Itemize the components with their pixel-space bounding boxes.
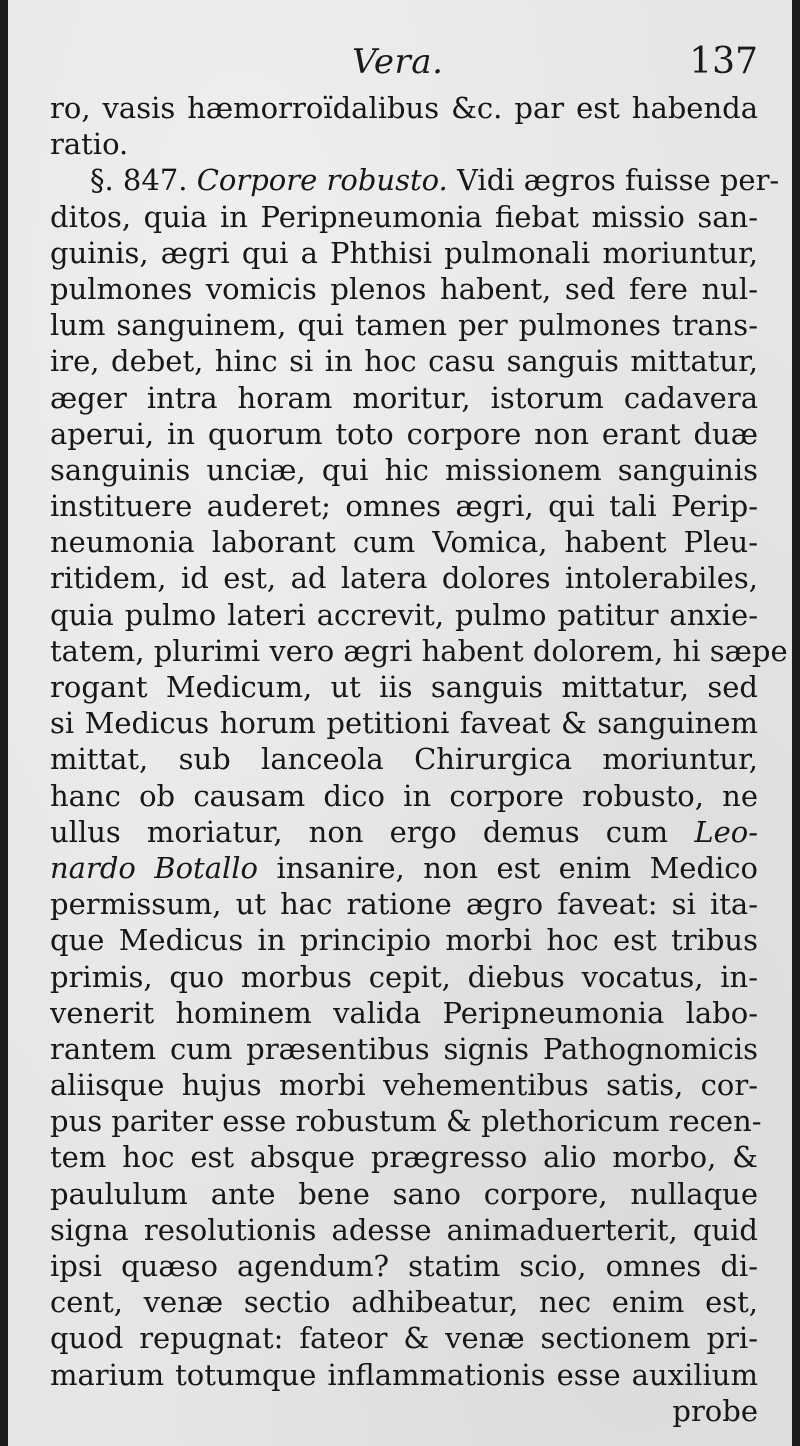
text-line: ire, debet, hinc si in hoc casu sanguis mittatur, [50, 344, 758, 379]
text-line: ditos, quia in Peripneumonia fiebat missio san- [50, 199, 758, 234]
text-line: rogant Medicum, ut iis sanguis mittatur, sed [50, 670, 758, 704]
text-line: ro, vasis hæmorroïdalibus &c. par est habenda [50, 91, 758, 125]
catchword: probe [672, 1393, 758, 1428]
text-line: lum sanguinem, qui tamen per pulmones trans- [50, 308, 758, 343]
section-number: §. 847. [90, 163, 188, 198]
text-line: mittat, sub lanceola Chirurgica moriuntur, [50, 742, 758, 777]
text-line: signa resolutionis adesse animaduerterit, quid [50, 1212, 758, 1247]
text-line: quia pulmo lateri accrevit, pulmo patitur anxie- [50, 597, 758, 632]
text-line: æger intra horam moritur, istorum cadavera [50, 380, 758, 415]
section-line [50, 162, 780, 198]
page-number: 137 [689, 41, 758, 82]
text-line: ratio. [50, 127, 129, 162]
text-line: venerit hominem valida Peripneumonia labo- [50, 995, 758, 1030]
author-name: nardo Botallo [50, 850, 259, 885]
text-line: sanguinis unciæ, qui hic missionem sanguinis [50, 452, 758, 487]
text-line: rantem cum præsentibus signis Pathognomicis [50, 1031, 758, 1066]
text-line: hanc ob causam dico in corpore robusto, ne [50, 778, 758, 813]
text-line: tatem, plurimi vero ægri habent dolorem, hi sæpe [50, 633, 788, 668]
text-span: ullus moriatur, non ergo demus cum [50, 814, 669, 849]
text-line: marium totumque inflammationis esse auxilium [50, 1357, 758, 1392]
section-heading: Corpore robusto. [196, 163, 448, 198]
text-span: Vidi ægros fuisse per- [457, 163, 780, 198]
body-text [50, 90, 788, 1429]
text-line: quod repugnat: fateor & venæ sectionem pri- [50, 1321, 758, 1356]
text-line: aperui, in quorum toto corpore non erant duæ [50, 416, 758, 451]
text-line [50, 814, 758, 850]
text-line: cent, venæ sectio adhibeatur, nec enim est, [50, 1285, 758, 1320]
text-line: pulmones vomicis plenos habent, sed fere nul- [50, 271, 758, 306]
text-line: si Medicus horum petitioni faveat & sanguinem [50, 706, 758, 741]
text-line: paululum ante bene sano corpore, nullaque [50, 1176, 758, 1211]
text-line: guinis, ægri qui a Phthisi pulmonali moriuntur, [50, 235, 758, 270]
text-line: permissum, ut hac ratione ægro faveat: si ita- [50, 887, 758, 922]
text-line: instituere auderet; omnes ægri, qui tali Perip- [50, 489, 758, 524]
running-title: Vera. [352, 42, 444, 82]
text-line: que Medicus in principio morbi hoc est tribus [50, 923, 758, 958]
text-line [50, 850, 758, 886]
text-line: primis, quo morbus cepit, diebus vocatus, in- [50, 959, 758, 994]
book-page [8, 0, 792, 1446]
text-line: pus pariter esse robustum & plethoricum recen- [50, 1104, 762, 1139]
text-line: ipsi quæso agendum? statim scio, omnes di- [50, 1249, 758, 1283]
author-name: Leo- [694, 814, 758, 849]
text-line: tem hoc est absque prægresso alio morbo, & [50, 1140, 758, 1175]
text-line: neumonia laborant cum Vomica, habent Pleu- [50, 525, 758, 560]
text-line: ritidem, id est, ad latera dolores intolerabiles, [50, 561, 758, 596]
text-line: aliisque hujus morbi vehementibus satis, cor- [50, 1068, 758, 1103]
text-span: insanire, non est enim Medico [276, 850, 759, 885]
